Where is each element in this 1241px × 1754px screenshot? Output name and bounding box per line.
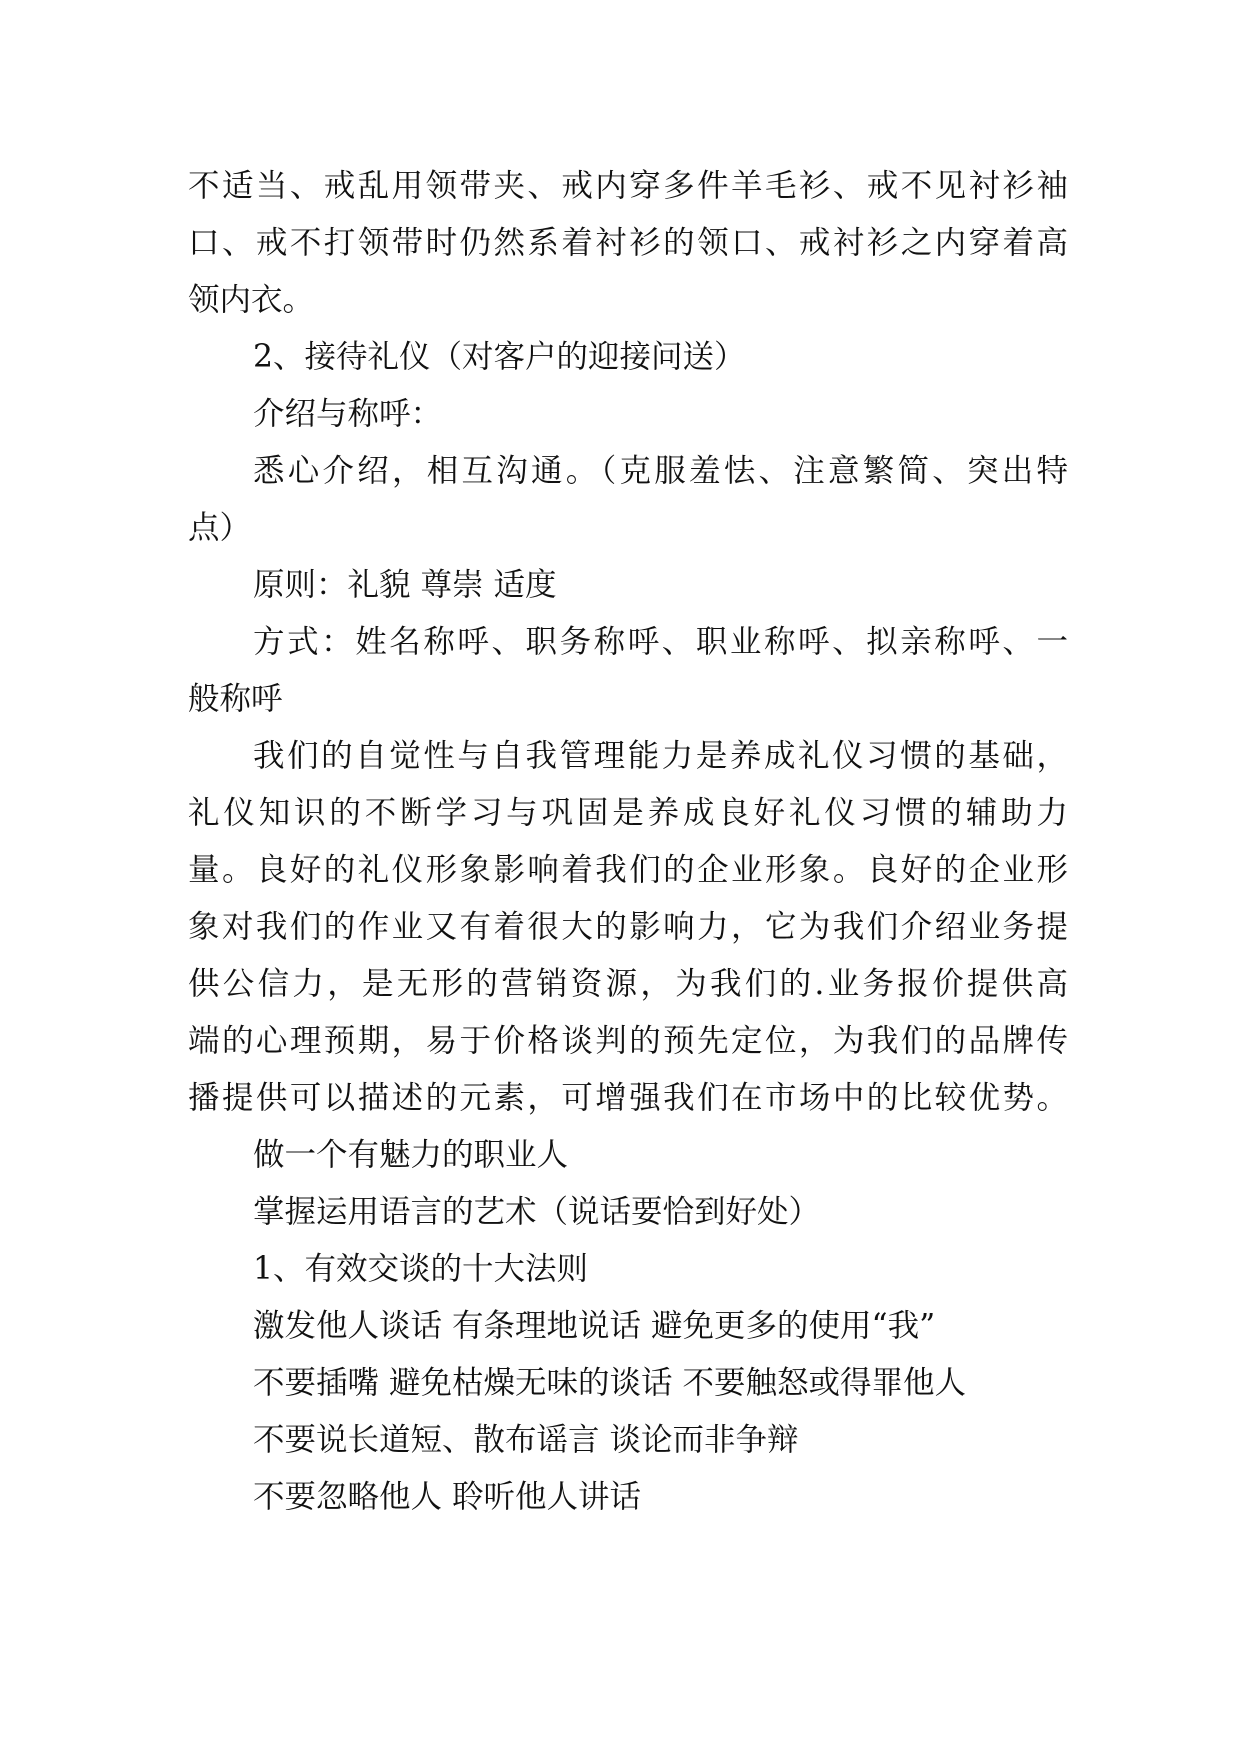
text-line: 量。良好的礼仪形象影响着我们的企业形象。良好的企业形 [188,852,1068,888]
text-line: 领内衣。 [188,282,315,318]
text-line: 激发他人谈话 有条理地说话 避免更多的使用“我” [253,1308,936,1344]
section-heading: 1、有效交谈的十大法则 [253,1251,589,1287]
section-heading: 做一个有魅力的职业人 [253,1137,569,1173]
text-line: 原则：礼貌 尊崇 适度 [253,567,557,603]
text-line: 端的心理预期，易于价格谈判的预先定位，为我们的品牌传 [188,1023,1068,1059]
text-line: 口、戒不打领带时仍然系着衬衫的领口、戒衬衫之内穿着高 [188,225,1068,261]
text-line: 般称呼 [188,681,283,717]
text-line: 供公信力，是无形的营销资源，为我们的.业务报价提供高 [188,966,1068,1002]
text-line: 点） [188,510,252,546]
text-line: 方式：姓名称呼、职务称呼、职业称呼、拟亲称呼、一 [253,624,1068,660]
text-line: 不要说长道短、散布谣言 谈论而非争辩 [253,1422,799,1458]
text-line: 我们的自觉性与自我管理能力是养成礼仪习惯的基础， [253,738,1068,774]
text-line: 播提供可以描述的元素，可增强我们在市场中的比较优势。 [188,1080,1068,1116]
text-line: 象对我们的作业又有着很大的影响力，它为我们介绍业务提 [188,909,1068,945]
text-line: 掌握运用语言的艺术（说话要恰到好处） [253,1194,821,1230]
text-line: 悉心介绍，相互沟通。（克服羞怯、注意繁简、突出特 [253,453,1068,489]
text-line: 介绍与称呼： [253,396,443,432]
text-line: 不要插嘴 避免枯燥无味的谈话 不要触怒或得罪他人 [253,1365,967,1401]
text-line: 礼仪知识的不断学习与巩固是养成良好礼仪习惯的辅助力 [188,795,1068,831]
text-line: 不适当、戒乱用领带夹、戒内穿多件羊毛衫、戒不见衬衫袖 [188,168,1068,204]
section-heading: 2、接待礼仪（对客户的迎接问送） [253,339,746,375]
text-line: 不要忽略他人 聆听他人讲话 [253,1479,642,1515]
